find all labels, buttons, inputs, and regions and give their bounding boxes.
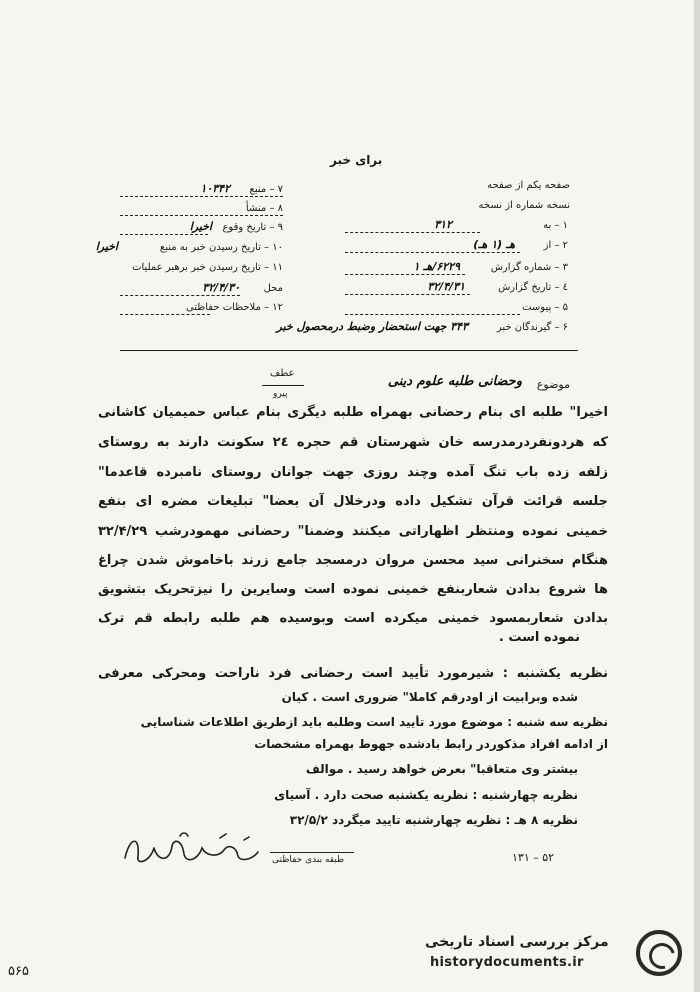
field-security-notes-label: ۱۲ – ملاحظات حفاظتی bbox=[185, 302, 283, 313]
body-line: اخیرا" طلبه ای بنام رحضانی بهمراه طلبه دیگری بنام عباس حمیمیان کاشانی bbox=[98, 405, 608, 420]
classification-label: طبقه بندی حفاظتی bbox=[272, 855, 345, 865]
form-title: برای خبر bbox=[330, 153, 383, 167]
field-from-value: هـ (۱ هـ) bbox=[473, 238, 515, 251]
dash-line bbox=[345, 274, 465, 275]
dash-line bbox=[120, 234, 208, 235]
body-line: زلفه زده باب تنگ آمده وچند روزی جهت جوانان روستای نامبرده قاعدما" bbox=[98, 465, 608, 480]
dash-line bbox=[120, 295, 240, 296]
dash-line bbox=[345, 232, 480, 233]
header-separator bbox=[120, 350, 578, 351]
field-to-value: ۳۱۲ bbox=[434, 218, 452, 231]
body-line: ها شروع بدادن شعاربنفع خمینی نموده است وسایرین را نیزتحریک بتشویق bbox=[98, 582, 608, 597]
field-report-no-value: ۶۲۲۹/هـ ۱ bbox=[413, 260, 460, 273]
field-ops-received-label: ۱۱ – تاریخ رسیدن خبر برهبر عملیات bbox=[132, 262, 283, 273]
copy-info: نسخه شماره از نسخه bbox=[478, 200, 570, 211]
field-source-received-value: اخیرا bbox=[95, 240, 118, 253]
body-line-end: نموده است . bbox=[498, 630, 580, 645]
field-origin-label: ۸ – منشأ bbox=[245, 203, 283, 214]
subject-value: وحضانی طلبه علوم دینی bbox=[387, 374, 522, 389]
field-source-label: ۷ – منبع bbox=[249, 184, 283, 195]
form-code: ۱۳۱ – ۵۲ bbox=[512, 851, 555, 864]
field-recipients-label: ۶ – گیرندگان خبر bbox=[496, 322, 568, 333]
body-line: هنگام سخنرانی سید محسن مروان درمسجد جامع زرند باخاموش شدن چراغ bbox=[98, 553, 608, 568]
body-line: بدادن شعاربمسود خمینی میکرده است وبوسیده هم طلبه رابطه قم ترک bbox=[98, 611, 608, 626]
body-line: که هردونفردرمدرسه خان شهرستان قم حجره ۲٤ سکونت دارند به روستای bbox=[98, 435, 608, 450]
opinion-line: از ادامه افراد مذکوردر رابط بادشده جهوط بهمراه مشخصات bbox=[254, 737, 608, 751]
signature bbox=[120, 828, 270, 870]
opinion-line: نظریه چهارشنبه : نظریه یکشنبه صحت دارد . آسیای bbox=[274, 788, 578, 802]
archive-logo-icon bbox=[636, 930, 682, 976]
atf-label: عطف bbox=[270, 368, 295, 379]
dash-line bbox=[345, 252, 520, 253]
opinion-line: نظریه یکشنبه : شیرمورد تأیید است رحضانی فرد ناراحت ومحرکی معرفی bbox=[98, 666, 608, 681]
field-place-value: ۳۲/۴/۳۰ bbox=[202, 281, 240, 294]
opinion-line: بیشتر وی متعاقبا" بعرض خواهد رسید . موالف bbox=[305, 762, 578, 776]
field-recipients-value: ۳۴۳ جهت استحضار وضبط درمحصول خبر bbox=[276, 320, 468, 333]
opinion-line: نظریه سه شنبه : موضوع مورد تأیید است وطلبه باید ازطریق اطلاعات شناسایی bbox=[140, 715, 608, 729]
dash-line bbox=[120, 196, 283, 197]
body-line: جلسه قرائت قرآن تشکیل داده ودرخلال آن بعضا" تبلیغات مضره ای بنفع bbox=[98, 494, 608, 509]
field-source-received-label: ۱۰ – تاریخ رسیدن خبر به منبع bbox=[159, 242, 283, 253]
opinion-line: شده وبرابیت از اودرقم کاملا" ضروری است . کیان bbox=[281, 690, 578, 704]
watermark-fa: مرکز بررسی اسناد تاریخی bbox=[425, 934, 609, 950]
subject-label: موضوع bbox=[536, 378, 570, 391]
field-occurrence-label: ۹ – تاریخ وقوع bbox=[222, 222, 283, 233]
opinion-line: نظریه ۸ هـ : نظریه چهارشنبه تایید میگردد ۳۲/۵/۲ bbox=[289, 813, 578, 827]
scan-edge bbox=[694, 0, 700, 992]
page-info: صفحه یکم از صفحه bbox=[487, 180, 570, 191]
page-number: ۵۶۵ bbox=[8, 964, 29, 979]
field-place-label: محل bbox=[263, 283, 283, 294]
peyro-label: پیرو bbox=[273, 389, 288, 399]
field-occurrence-value: اخیرا bbox=[189, 220, 212, 233]
body-line: خمینی نموده ومنتظر اظهاراتی میکنند وضمنا" رحضانی مهمودرشب ۳۲/۴/۲۹ bbox=[98, 524, 608, 539]
dash-line bbox=[120, 215, 283, 216]
atf-rule bbox=[262, 385, 304, 386]
field-source-value: ۱۰۳۴۲ bbox=[200, 182, 230, 195]
dash-line bbox=[345, 314, 520, 315]
dash-line bbox=[120, 314, 210, 315]
field-from-label: ۲ – از bbox=[543, 240, 568, 251]
field-report-no-label: ۳ – شماره گزارش bbox=[490, 262, 568, 273]
field-to-label: ۱ – به bbox=[543, 220, 568, 231]
field-report-date-label: ٤ – تاریخ گزارش bbox=[498, 282, 568, 293]
classification-rule bbox=[270, 852, 354, 853]
field-report-date-value: ۳۲/۴/۳۱ bbox=[427, 280, 465, 293]
dash-line bbox=[345, 294, 470, 295]
field-attachment-label: ۵ – پیوست bbox=[522, 302, 568, 313]
watermark-en: historydocuments.ir bbox=[430, 955, 584, 970]
